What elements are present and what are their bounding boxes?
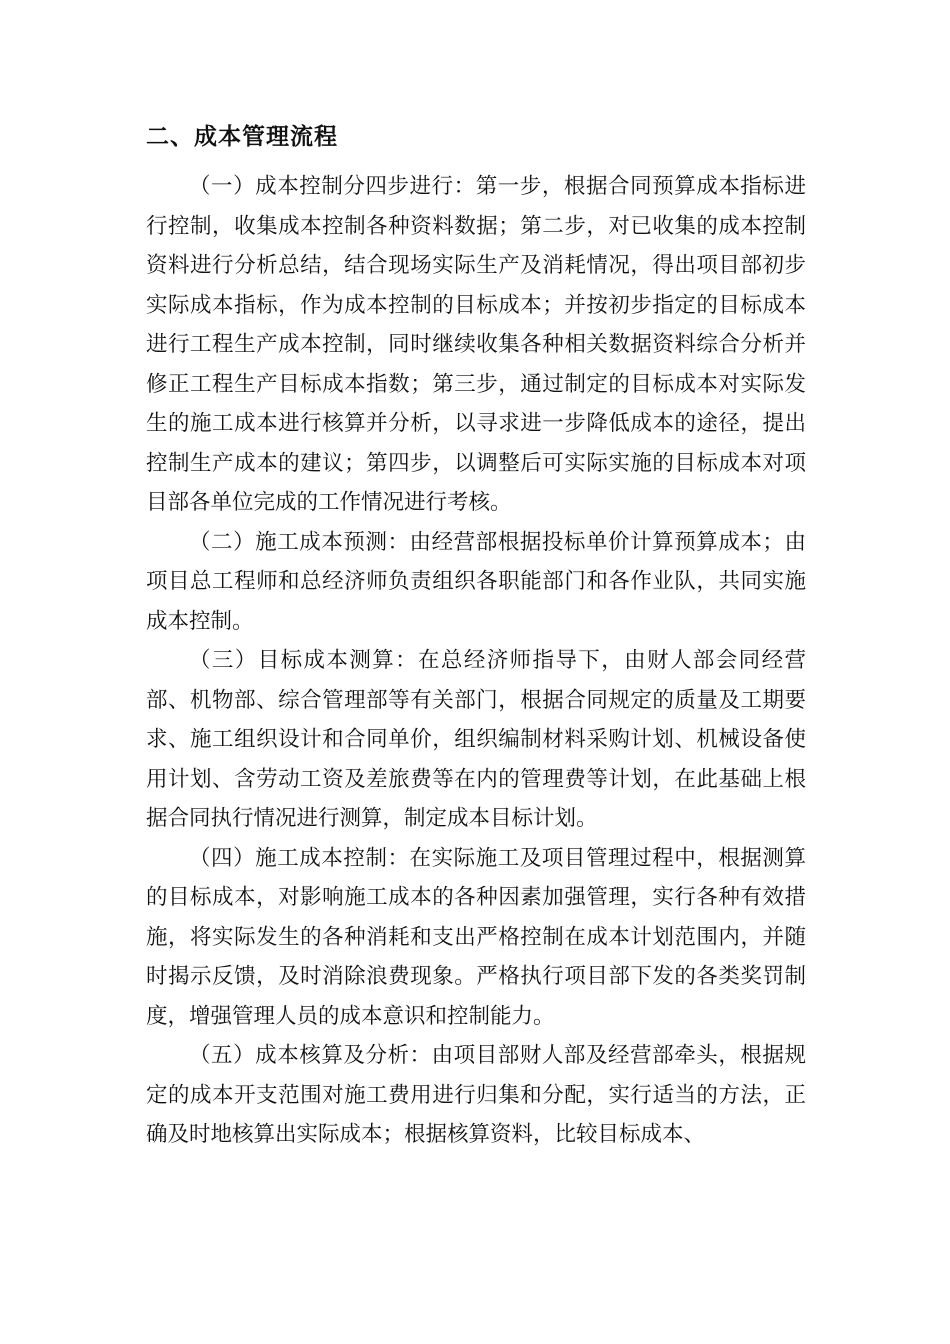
- paragraph-5: （五）成本核算及分析：由项目部财人部及经营部牵头，根据规定的成本开支范围对施工费用进行归集和分配，实行适当的方法，正确及时地核算出实际成本；根据核算资料，比较目标成本、: [146, 1043, 806, 1147]
- paragraph-4: （四）施工成本控制：在实际施工及项目管理过程中，根据测算的目标成本，对影响施工成本的各种因素加强管理，实行各种有效措施，将实际发生的各种消耗和支出严格控制在成本计划范围内，并随时揭示反馈，及时消除浪费现象。严格执行项目部下发的各类奖罚制度，增强管理人员的成本意识和控制能力。: [146, 845, 806, 1029]
- paragraph-1: （一）成本控制分四步进行：第一步，根据合同预算成本指标进行控制，收集成本控制各种资料数据；第二步，对已收集的成本控制资料进行分析总结，结合现场实际生产及消耗情况，得出项目部初步实际成本指标，作为成本控制的目标成本；并按初步指定的目标成本进行工程生产成本控制，同时继续收集各种相关数据资料综合分析并修正工程生产目标成本指数；第三步，通过制定的目标成本对实际发生的施工成本进行核算并分析，以寻求进一步降低成本的途径，提出控制生产成本的建议；第四步，以调整后可实际实施的目标成本对项目部各单位完成的工作情况进行考核。: [146, 174, 806, 515]
- document-body: [146, 115, 806, 1155]
- paragraph-2: （二）施工成本预测：由经营部根据投标单价计算预算成本；由项目总工程师和总经济师负责组织各职能部门和各作业队，共同实施成本控制。: [146, 529, 806, 634]
- section-heading: 二、成本管理流程: [146, 124, 338, 150]
- paragraph-3: （三）目标成本测算：在总经济师指导下，由财人部会同经营部、机物部、综合管理部等有关部门，根据合同规定的质量及工期要求、施工组织设计和合同单价，组织编制材料采购计划、机械设备使用计划、含劳动工资及差旅费等在内的管理费等计划，在此基础上根据合同执行情况进行测算，制定成本目标计划。: [146, 648, 806, 831]
